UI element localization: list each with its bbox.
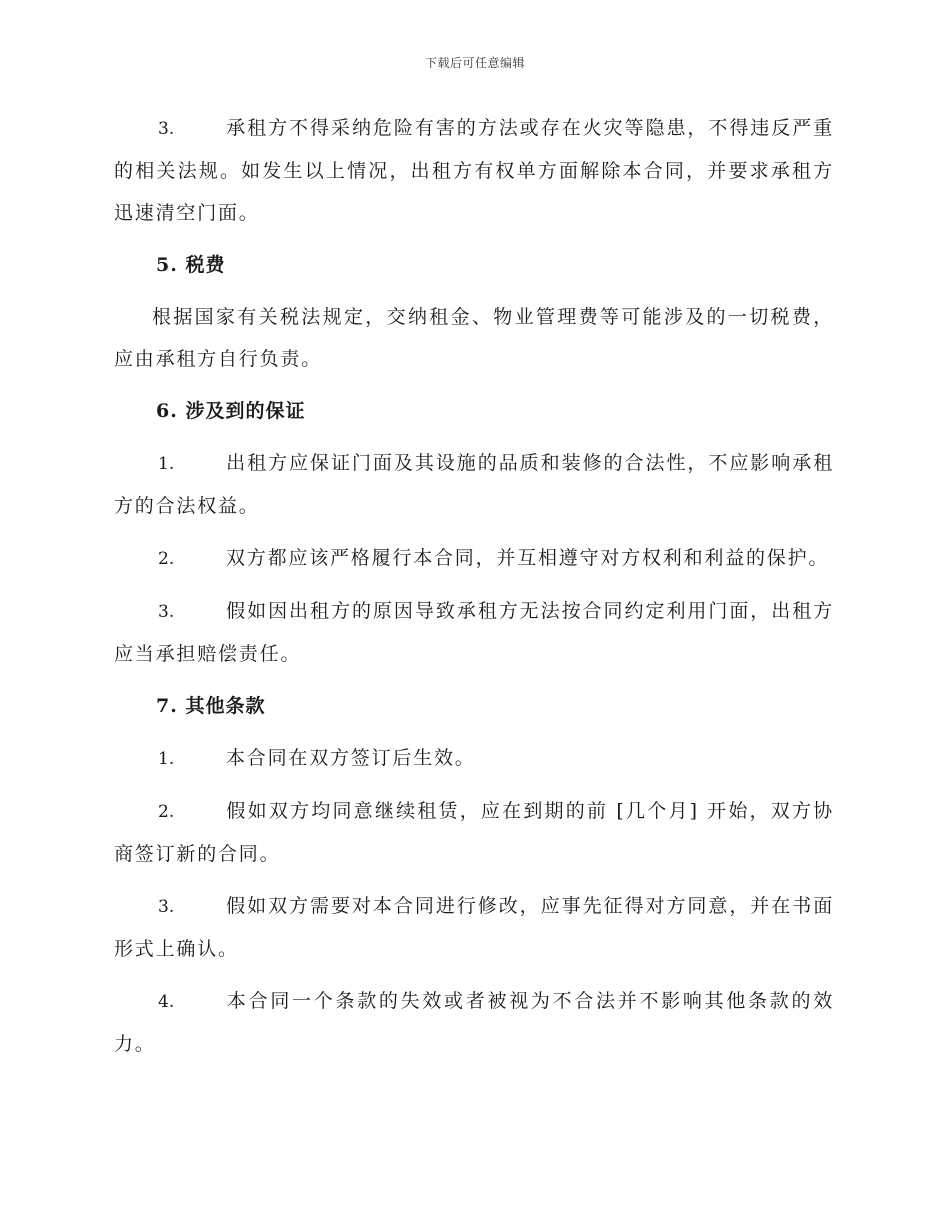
clause-text: 出租方应保证门面及其设施的品质和装修的合法性，不应影响承租方的合法权益。 bbox=[114, 452, 834, 517]
clause-text: 假如双方需要对本合同进行修改，应事先征得对方同意，并在书面形式上确认。 bbox=[114, 895, 834, 960]
clause-number: 2. bbox=[158, 549, 175, 569]
clause-number: 4. bbox=[158, 992, 175, 1012]
clause-number: 3. bbox=[158, 119, 175, 139]
section-heading-taxes: 5. 税费 bbox=[156, 254, 226, 276]
clause-item bbox=[114, 790, 834, 875]
document-body bbox=[114, 107, 834, 1075]
clause-text: 承租方不得采纳危险有害的方法或存在火灾等隐患，不得违反严重的相关法规。如发生以上情况，出租方有权单方面解除本合同，并要求承租方迅速清空门面。 bbox=[114, 117, 834, 224]
clause-item bbox=[114, 590, 834, 675]
clause-number: 1. bbox=[158, 454, 175, 474]
clause-item bbox=[114, 537, 834, 580]
page-header: 下载后可任意编辑 bbox=[424, 56, 525, 70]
clause-item bbox=[114, 737, 834, 780]
clause-item bbox=[114, 107, 834, 234]
section-heading-other-terms: 7. 其他条款 bbox=[156, 695, 266, 717]
section-heading-guarantees: 6. 涉及到的保证 bbox=[156, 400, 306, 422]
clause-text: 本合同一个条款的失效或者被视为不合法并不影响其他条款的效力。 bbox=[114, 990, 834, 1055]
clause-number: 2. bbox=[158, 802, 175, 822]
clause-text: 假如因出租方的原因导致承租方无法按合同约定利用门面，出租方应当承担赔偿责任。 bbox=[114, 600, 834, 665]
clause-text: 本合同在双方签订后生效。 bbox=[226, 747, 476, 769]
clause-item bbox=[114, 980, 834, 1065]
clause-number: 3. bbox=[158, 602, 175, 622]
clause-item bbox=[114, 442, 834, 527]
clause-text: 双方都应该严格履行本合同，并互相遵守对方权利和利益的保护。 bbox=[226, 547, 830, 569]
section-paragraph: 根据国家有关税法规定，交纳租金、物业管理费等可能涉及的一切税费，应由承租方自行负责。 bbox=[114, 306, 834, 370]
clause-item bbox=[114, 885, 834, 970]
clause-number: 1. bbox=[158, 749, 175, 769]
clause-text: 假如双方均同意继续租赁，应在到期的前 [几个月] 开始，双方协商签订新的合同。 bbox=[114, 800, 834, 865]
clause-number: 3. bbox=[158, 897, 175, 917]
